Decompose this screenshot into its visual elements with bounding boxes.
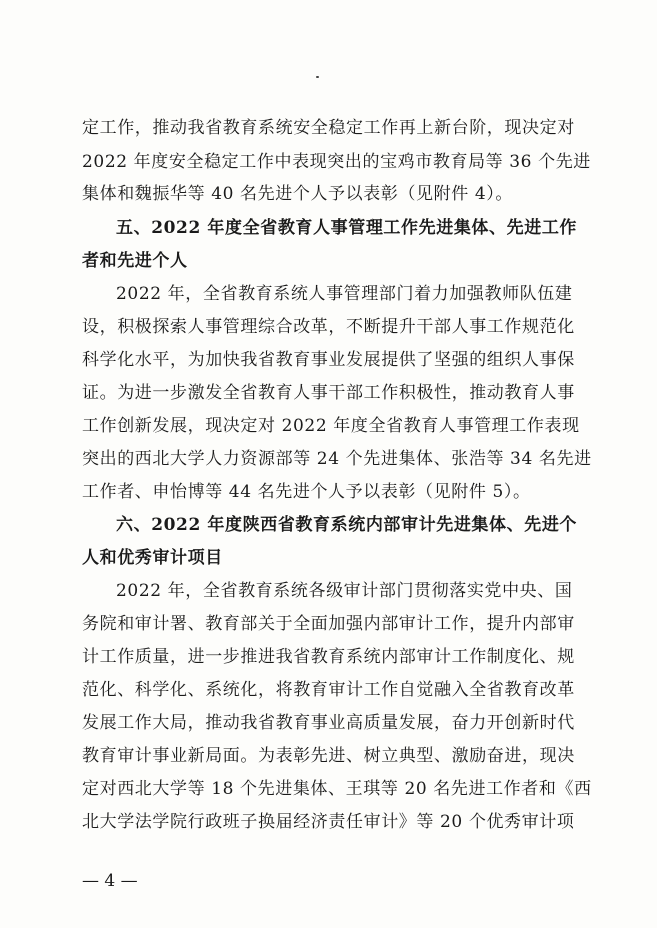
paragraph-line: 2022 年，全省教育系统人事管理部门着力加强教师队伍建 <box>116 284 573 304</box>
page-number: — 4 — <box>82 871 138 891</box>
paragraph-line: 范化、科学化、系统化，将教育审计工作自觉融入全省教育改革 <box>82 680 575 700</box>
paragraph-line: 突出的西北大学人力资源部等 24 个先进集体、张浩等 34 名先进 <box>82 449 592 469</box>
paragraph-line: 工作创新发展，现决定对 2022 年度全省教育人事管理工作表现 <box>82 416 580 436</box>
scan-speck <box>316 76 319 78</box>
paragraph-line: 证。为进一步激发全省教育人事干部工作积极性，推动教育人事 <box>82 383 575 403</box>
section-heading-6-cont: 人和优秀审计项目 <box>82 548 223 568</box>
paragraph-line: 发展工作大局，推动我省教育事业高质量发展，奋力开创新时代 <box>82 713 575 733</box>
section-heading-6: 六、2022 年度陕西省教育系统内部审计先进集体、先进个 <box>116 515 578 535</box>
paragraph-line: 务院和审计署、教育部关于全面加强内部审计工作，提升内部审 <box>82 614 575 634</box>
paragraph-line: 2022 年，全省教育系统各级审计部门贯彻落实党中央、国 <box>116 581 573 601</box>
paragraph-line: 定对西北大学等 18 个先进集体、王琪等 20 名先进工作者和《西 <box>82 779 592 799</box>
paragraph-line: 集体和魏振华等 40 名先进个人予以表彰（见附件 4）。 <box>82 184 513 204</box>
section-heading-5-cont: 者和先进个人 <box>82 251 188 271</box>
paragraph-line: 工作者、申怡博等 44 名先进个人予以表彰（见附件 5）。 <box>82 482 531 502</box>
paragraph-line: 设，积极探索人事管理综合改革，不断提升干部人事工作规范化 <box>82 317 575 337</box>
paragraph-line: 2022 年度安全稳定工作中表现突出的宝鸡市教育局等 36 个先进 <box>82 152 591 172</box>
paragraph-line: 北大学法学院行政班子换届经济责任审计》等 20 个优秀审计项 <box>82 812 575 832</box>
paragraph-line: 计工作质量，进一步推进我省教育系统内部审计工作制度化、规 <box>82 647 575 667</box>
paragraph-line: 教育审计事业新局面。为表彰先进、树立典型、激励奋进，现决 <box>82 746 575 766</box>
section-heading-5: 五、2022 年度全省教育人事管理工作先进集体、先进工作 <box>116 218 578 238</box>
paragraph-line: 科学化水平，为加快我省教育事业发展提供了坚强的组织人事保 <box>82 350 575 370</box>
paragraph-line: 定工作，推动我省教育系统安全稳定工作再上新台阶，现决定对 <box>82 118 575 138</box>
